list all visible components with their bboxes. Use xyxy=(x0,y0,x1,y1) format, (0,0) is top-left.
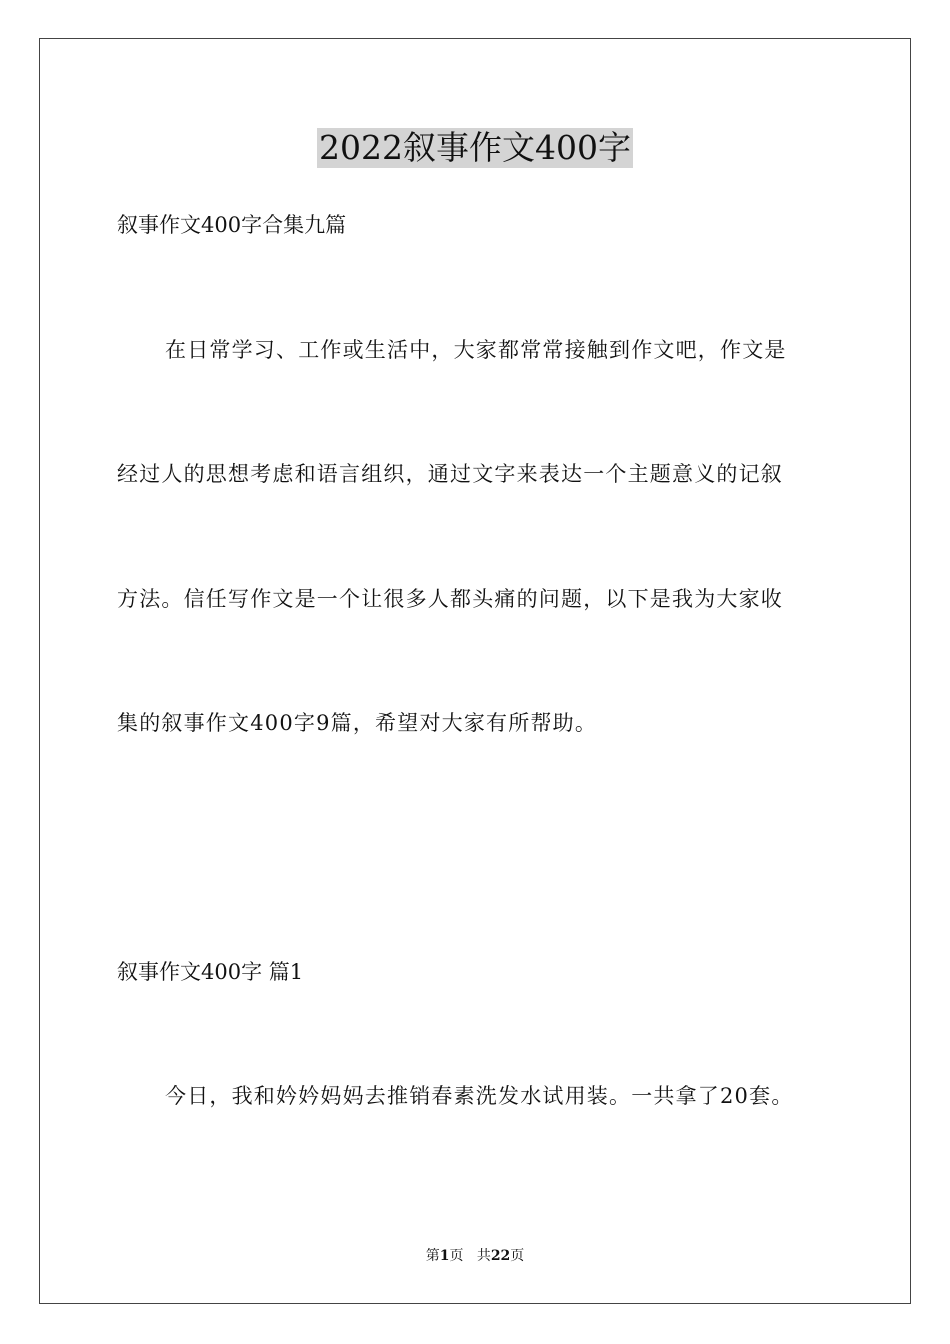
intro-line-2: 经过人的思想考虑和语言组织，通过文字来表达一个主题意义的记叙 xyxy=(117,462,783,486)
intro-line-1: 在日常学习、工作或生活中，大家都常常接触到作文吧，作文是 xyxy=(165,338,787,362)
footer-total-suffix: 页 xyxy=(510,1248,525,1264)
document-title: 2022叙事作文400字 xyxy=(319,128,631,167)
footer-page-prefix: 第 xyxy=(425,1248,440,1264)
footer-page-number: 1 xyxy=(439,1248,450,1264)
section-heading: 叙事作文400字 篇1 xyxy=(117,960,304,984)
page-footer xyxy=(0,1247,950,1265)
footer-total-prefix: 共 xyxy=(476,1248,491,1264)
title-container xyxy=(0,128,950,168)
document-subtitle: 叙事作文400字合集九篇 xyxy=(117,213,347,237)
footer-total-pages: 22 xyxy=(490,1248,511,1264)
section-line-1: 今日，我和妗妗妈妈去推销春素洗发水试用装。一共拿了20套。 xyxy=(165,1084,794,1108)
intro-line-3: 方法。信任写作文是一个让很多人都头痛的问题，以下是我为大家收 xyxy=(117,587,783,611)
footer-page-suffix: 页 xyxy=(449,1248,464,1264)
intro-line-4: 集的叙事作文400字9篇，希望对大家有所帮助。 xyxy=(117,711,598,735)
